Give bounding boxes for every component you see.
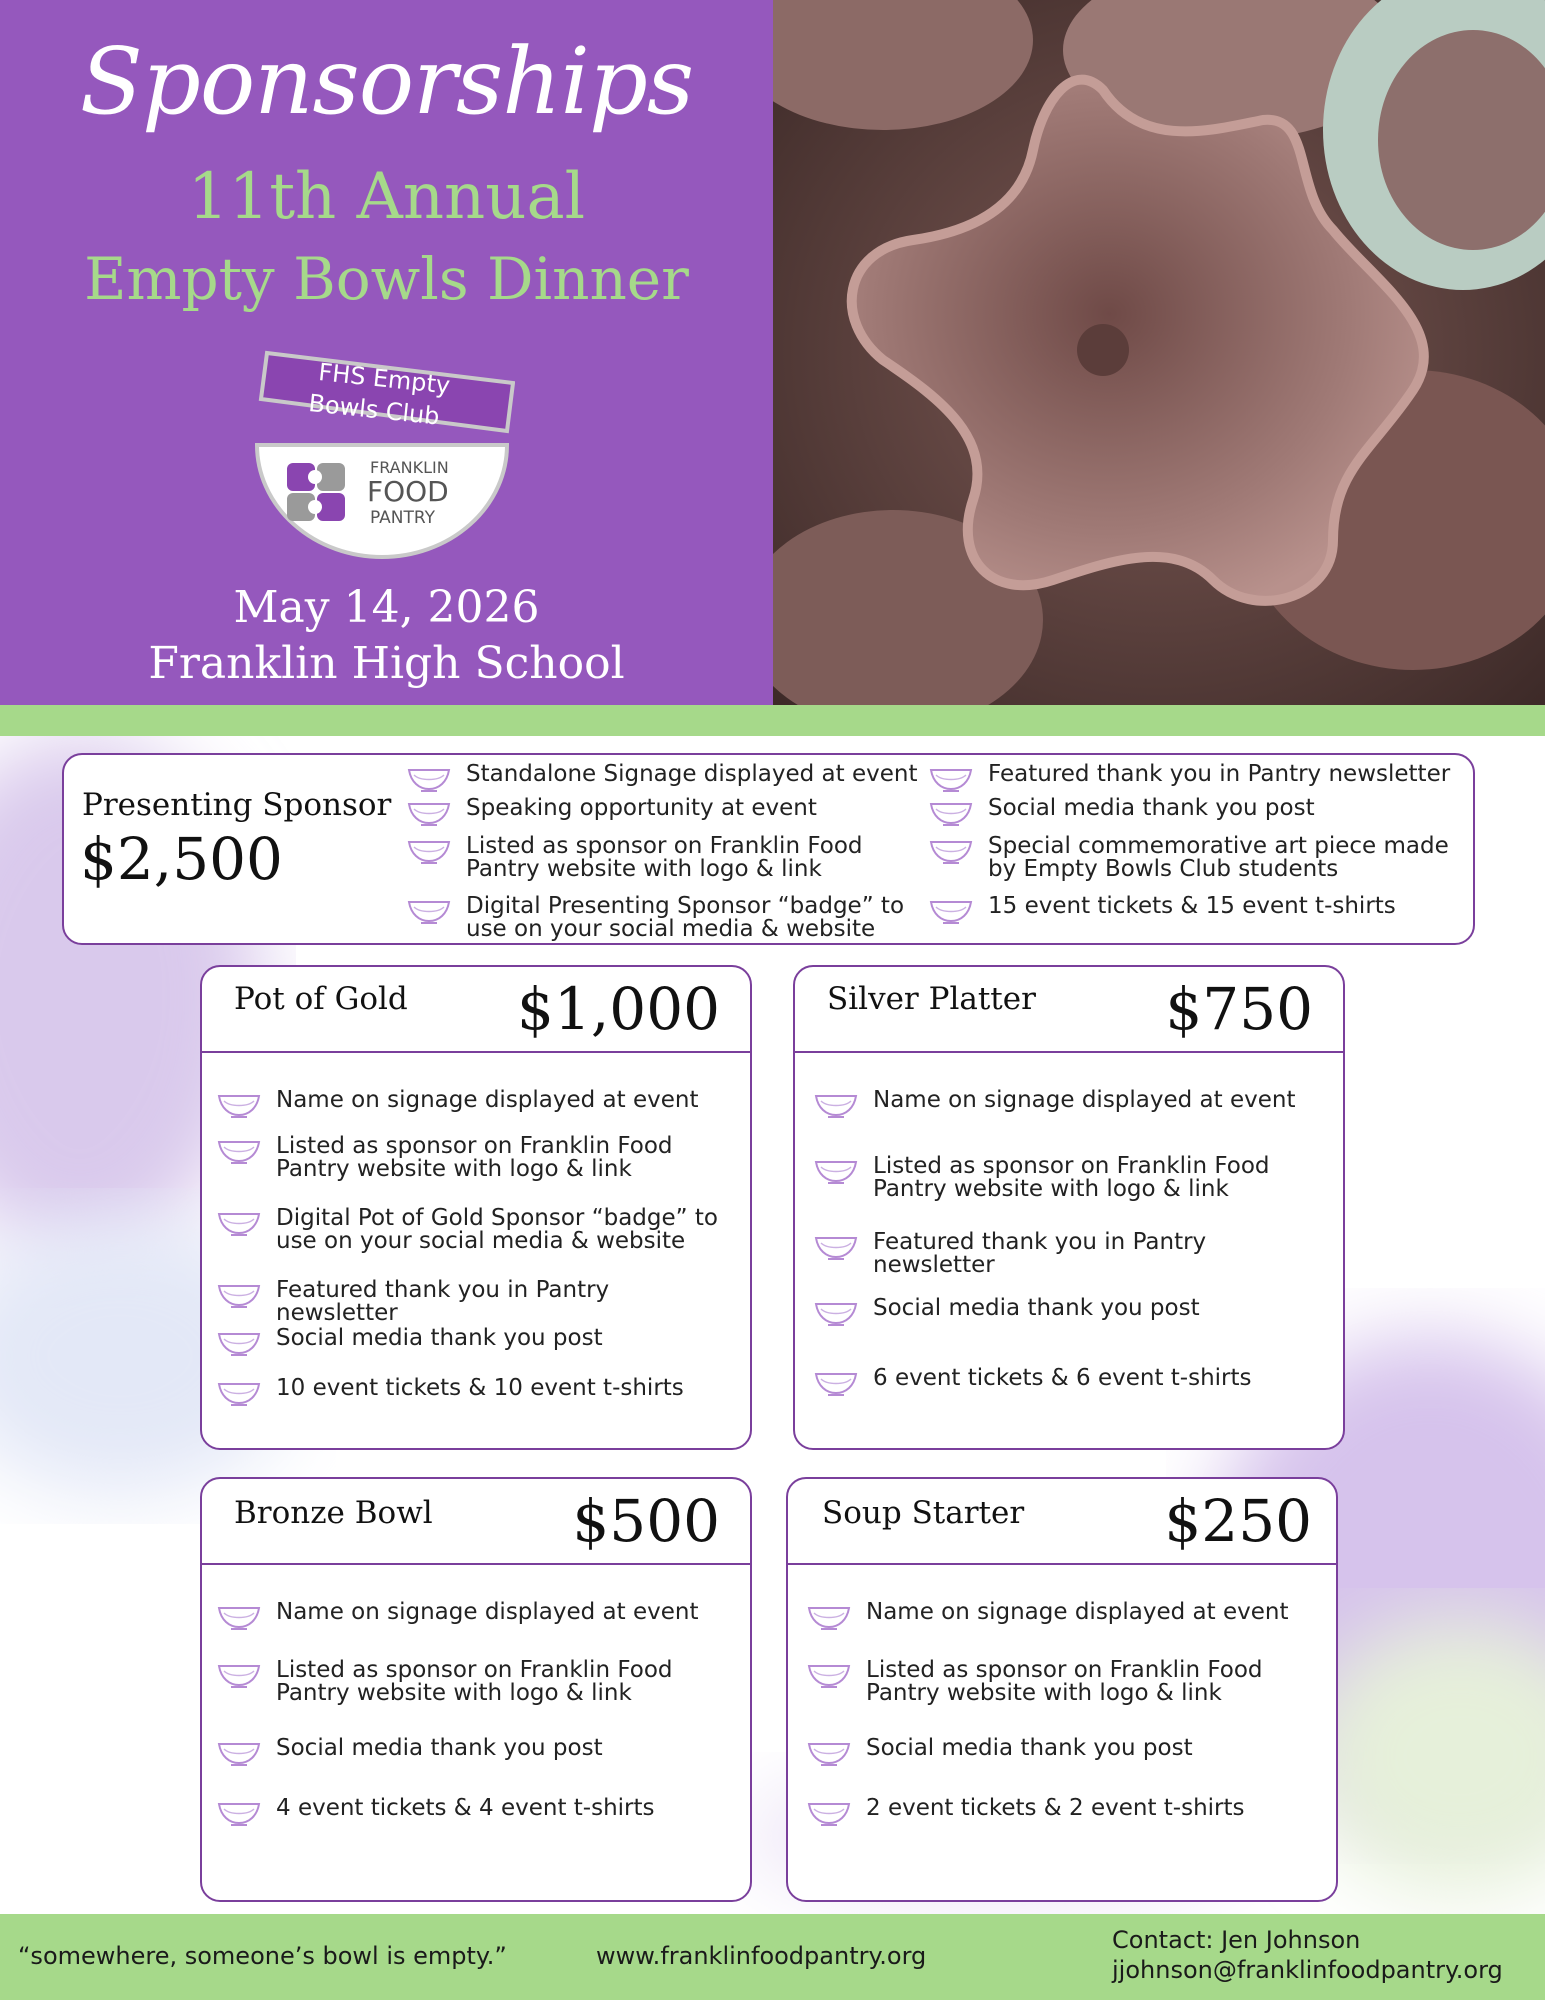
bowl-icon [928, 763, 974, 793]
tier-name: Soup Starter [822, 1495, 1025, 1531]
benefit-text: Digital Pot of Gold Sponsor “badge” to use on your social media & website [276, 1205, 718, 1254]
benefit-text: Name on signage displayed at event [866, 1599, 1289, 1625]
event-venue: Franklin High School [148, 638, 625, 689]
benefit-item [216, 1601, 736, 1631]
pot-of-gold-card [200, 965, 752, 1450]
tier-price: $2,500 [80, 825, 283, 893]
benefit-text: Digital Presenting Sponsor “badge” to use on your social media & website [466, 893, 905, 942]
benefit-text: Social media thank you post [873, 1295, 1200, 1321]
benefit-text: Social media thank you post [988, 795, 1315, 821]
benefit-item [928, 797, 1468, 827]
benefit-item [806, 1737, 1326, 1767]
contact-name: Contact: Jen Johnson [1112, 1926, 1361, 1954]
benefit-item [928, 763, 1468, 793]
benefit-item [216, 1279, 736, 1325]
benefit-item [813, 1089, 1333, 1119]
event-name: Empty Bowls Dinner [84, 245, 689, 313]
benefit-item [406, 763, 926, 793]
benefit-text: Listed as sponsor on Franklin Food Pantry website with logo & link [276, 1657, 673, 1706]
benefit-text: Social media thank you post [276, 1735, 603, 1761]
tagline: “somewhere, someone’s bowl is empty.” [18, 1942, 507, 1970]
bowl-icon [406, 835, 452, 865]
benefit-item [813, 1297, 1333, 1327]
benefit-text: Listed as sponsor on Franklin Food Pantry website with logo & link [873, 1153, 1270, 1202]
bronze-bowl-card [200, 1477, 752, 1902]
benefit-item [216, 1377, 736, 1407]
svg-text:Bowls Club: Bowls Club [307, 388, 441, 431]
tier-name: Presenting Sponsor [82, 787, 392, 823]
svg-text:PANTRY: PANTRY [370, 508, 436, 528]
benefit-item [406, 895, 926, 941]
benefit-item [806, 1797, 1326, 1827]
bowl-icon [813, 1297, 859, 1327]
benefit-item [216, 1089, 736, 1119]
benefit-item [928, 835, 1468, 881]
bowl-icon [216, 1797, 262, 1827]
benefit-item [406, 835, 926, 881]
bowl-icon [806, 1659, 852, 1689]
empty-bowls-club-logo [255, 343, 515, 563]
benefit-text: Listed as sponsor on Franklin Food Pantry website with logo & link [466, 833, 863, 882]
bowl-icon [216, 1659, 262, 1689]
card-header [202, 967, 750, 1053]
bowl-icon [806, 1737, 852, 1767]
bowl-icon [216, 1135, 262, 1165]
benefit-item [928, 895, 1468, 925]
benefit-text: 15 event tickets & 15 event t-shirts [988, 893, 1396, 919]
benefit-item [216, 1797, 736, 1827]
bowl-icon [813, 1367, 859, 1397]
presenting-sponsor-card [62, 753, 1475, 945]
benefit-text: Social media thank you post [866, 1735, 1193, 1761]
svg-text:FHS Empty: FHS Empty [317, 358, 452, 400]
header [0, 0, 1545, 705]
card-header [795, 967, 1343, 1053]
contact-email[interactable]: jjohnson@franklinfoodpantry.org [1112, 1956, 1503, 1984]
benefit-item [806, 1659, 1326, 1705]
benefit-text: 2 event tickets & 2 event t-shirts [866, 1795, 1245, 1821]
benefit-text: 6 event tickets & 6 event t-shirts [873, 1365, 1252, 1391]
bowl-icon [406, 895, 452, 925]
silver-platter-card [793, 965, 1345, 1450]
bowl-icon [806, 1601, 852, 1631]
header-divider [0, 705, 1545, 736]
benefit-text: Listed as sponsor on Franklin Food Pantry website with logo & link [276, 1133, 673, 1182]
benefit-item [406, 797, 926, 827]
benefit-item [813, 1367, 1333, 1397]
bowl-icon [216, 1279, 262, 1309]
bowl-icon [406, 763, 452, 793]
website-link[interactable]: www.franklinfoodpantry.org [596, 1942, 927, 1970]
svg-text:FOOD: FOOD [367, 475, 449, 508]
bowl-icon [928, 797, 974, 827]
benefit-text: Name on signage displayed at event [276, 1087, 699, 1113]
bowl-icon [406, 797, 452, 827]
benefit-text: 4 event tickets & 4 event t-shirts [276, 1795, 655, 1821]
bowl-icon [928, 895, 974, 925]
benefit-item [216, 1327, 736, 1357]
benefit-text: Featured thank you in Pantry newsletter [873, 1229, 1207, 1278]
bowl-icon [216, 1207, 262, 1237]
benefit-text: Name on signage displayed at event [276, 1599, 699, 1625]
benefit-text: Social media thank you post [276, 1325, 603, 1351]
card-header [202, 1479, 750, 1565]
benefit-text: 10 event tickets & 10 event t-shirts [276, 1375, 684, 1401]
tier-price: $1,000 [517, 975, 720, 1043]
page-title: Sponsorships [79, 28, 694, 135]
benefit-text: Featured thank you in Pantry newsletter [276, 1277, 610, 1326]
event-date: May 14, 2026 [233, 582, 540, 633]
bowl-icon [216, 1089, 262, 1119]
benefit-item [813, 1231, 1333, 1277]
tier-name: Bronze Bowl [234, 1495, 433, 1531]
benefit-text: Featured thank you in Pantry newsletter [988, 761, 1451, 787]
bowl-icon [216, 1737, 262, 1767]
bowl-icon [928, 835, 974, 865]
bowl-icon [216, 1601, 262, 1631]
benefit-item [216, 1135, 736, 1181]
benefit-item [806, 1601, 1326, 1631]
bowl-icon [813, 1155, 859, 1185]
bowl-icon [813, 1231, 859, 1261]
clay-bowls-photo [773, 0, 1545, 705]
benefit-text: Special commemorative art piece made by Empty Bowls Club students [988, 833, 1449, 882]
bowl-icon [216, 1377, 262, 1407]
benefit-item [216, 1659, 736, 1705]
tier-price: $750 [1165, 975, 1313, 1043]
bowl-icon [806, 1797, 852, 1827]
benefit-item [216, 1737, 736, 1767]
bowl-icon [813, 1089, 859, 1119]
tier-price: $500 [572, 1487, 720, 1555]
bowl-icon [216, 1327, 262, 1357]
tier-name: Silver Platter [827, 981, 1036, 1017]
benefit-text: Listed as sponsor on Franklin Food Pantry website with logo & link [866, 1657, 1263, 1706]
card-header [788, 1479, 1336, 1565]
benefit-item [216, 1207, 736, 1253]
benefit-text: Speaking opportunity at event [466, 795, 817, 821]
tier-price: $250 [1164, 1487, 1312, 1555]
benefit-text: Name on signage displayed at event [873, 1087, 1296, 1113]
tier-name: Pot of Gold [234, 981, 408, 1017]
svg-text:FRANKLIN: FRANKLIN [370, 458, 449, 477]
edition-label: 11th Annual [187, 160, 586, 234]
soup-starter-card [786, 1477, 1338, 1902]
footer [0, 1914, 1545, 2000]
title-panel [0, 0, 773, 705]
benefit-item [813, 1155, 1333, 1201]
benefit-text: Standalone Signage displayed at event [466, 761, 918, 787]
